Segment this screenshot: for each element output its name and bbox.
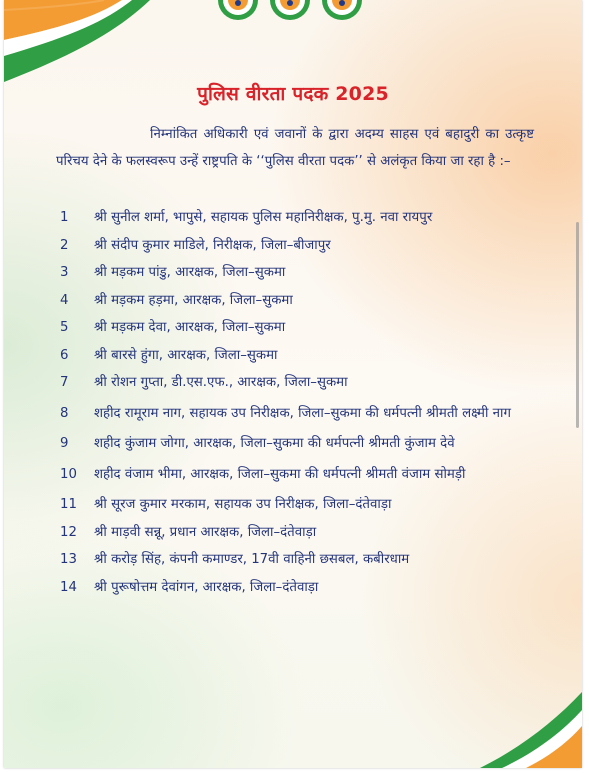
list-item — [60, 400, 540, 428]
item-number: 12 — [60, 524, 77, 540]
list-item — [60, 287, 540, 315]
item-text: श्री रोशन गुप्ता, डी.एस.एफ., आरक्षक, जिला–सुकमा — [94, 375, 348, 390]
list-item — [60, 204, 540, 232]
tricolor-ribbon-bottom-right — [462, 678, 582, 768]
item-text: श्री मड़कम हड़मा, आरक्षक, जिला–सुकमा — [94, 292, 293, 308]
awardee-list — [60, 204, 540, 601]
list-item — [60, 574, 540, 602]
item-text: श्री पुरूषोत्तम देवांगन, आरक्षक, जिला–दंतेवाड़ा — [94, 579, 319, 595]
item-number: 4 — [60, 292, 69, 308]
item-text: शहीद वंजाम भीमा, आरक्षक, जिला–सुकमा की धर्मपत्नी श्रीमती वंजाम सोमड़ी — [94, 466, 466, 482]
list-item — [60, 491, 540, 519]
item-number: 11 — [60, 497, 77, 512]
item-text: श्री माड़वी सन्नू, प्रधान आरक्षक, जिला–दंतेवाड़ा — [94, 524, 317, 540]
item-text: श्री सूरज कुमार मरकाम, सहायक उप निरीक्षक, जिला–दंतेवाड़ा — [94, 497, 392, 512]
page-title: पुलिस वीरता पदक 2025 — [197, 83, 389, 105]
item-text: श्री बारसे हुंगा, आरक्षक, जिला–सुकमा — [94, 347, 278, 363]
item-text: श्री संदीप कुमार माडिले, निरीक्षक, जिला–बीजापुर — [94, 237, 331, 253]
list-item — [60, 430, 540, 458]
item-number: 9 — [60, 436, 69, 451]
item-text: शहीद कुंजाम जोगा, आरक्षक, जिला–सुकमा की धर्मपत्नी श्रीमती कुंजाम देवे — [94, 436, 455, 451]
list-item — [60, 461, 540, 489]
document-page — [4, 0, 582, 768]
list-item — [60, 232, 540, 260]
scrollbar[interactable] — [576, 222, 579, 428]
item-number: 5 — [60, 320, 69, 335]
item-text: श्री मड़कम पांडु, आरक्षक, जिला–सुकमा — [94, 265, 286, 280]
item-number: 8 — [60, 405, 69, 421]
list-item — [60, 314, 540, 342]
item-number: 14 — [60, 579, 77, 595]
item-text: श्री करोड़ सिंह, कंपनी कमाण्डर, 17वी वाहिनी छसबल, कबीरधाम — [94, 552, 410, 567]
item-text: श्री मड़कम देवा, आरक्षक, जिला–सुकमा — [94, 320, 286, 335]
list-item — [60, 259, 540, 287]
tricolor-rosettes — [216, 0, 376, 30]
list-item — [60, 519, 540, 547]
item-number: 7 — [60, 375, 69, 390]
list-item — [60, 369, 540, 397]
list-item — [60, 342, 540, 370]
item-number: 1 — [60, 210, 69, 225]
item-number: 3 — [60, 265, 69, 280]
item-text: श्री सुनील शर्मा, भापुसे, सहायक पुलिस महानिरीक्षक, पु.मु. नवा रायपुर — [94, 210, 433, 225]
item-number: 2 — [60, 237, 69, 253]
item-text: शहीद रामूराम नाग, सहायक उप निरीक्षक, जिला–सुकमा की धर्मपत्नी श्रीमती लक्ष्मी नाग — [94, 405, 511, 421]
list-item — [60, 546, 540, 574]
item-number: 13 — [60, 552, 77, 567]
item-number: 6 — [60, 347, 69, 363]
item-number: 10 — [60, 466, 77, 482]
intro-paragraph: निम्नांकित अधिकारी एवं जवानों के द्वारा अदम्य साहस एवं बहादुरी का उत्कृष्ट परिचय देने के फलस्वरूप उन्हें राष्ट्रपति के ‘‘पुलिस वीरता पदक’’ से अलंकृत किया जा रहा है :– — [56, 127, 534, 169]
